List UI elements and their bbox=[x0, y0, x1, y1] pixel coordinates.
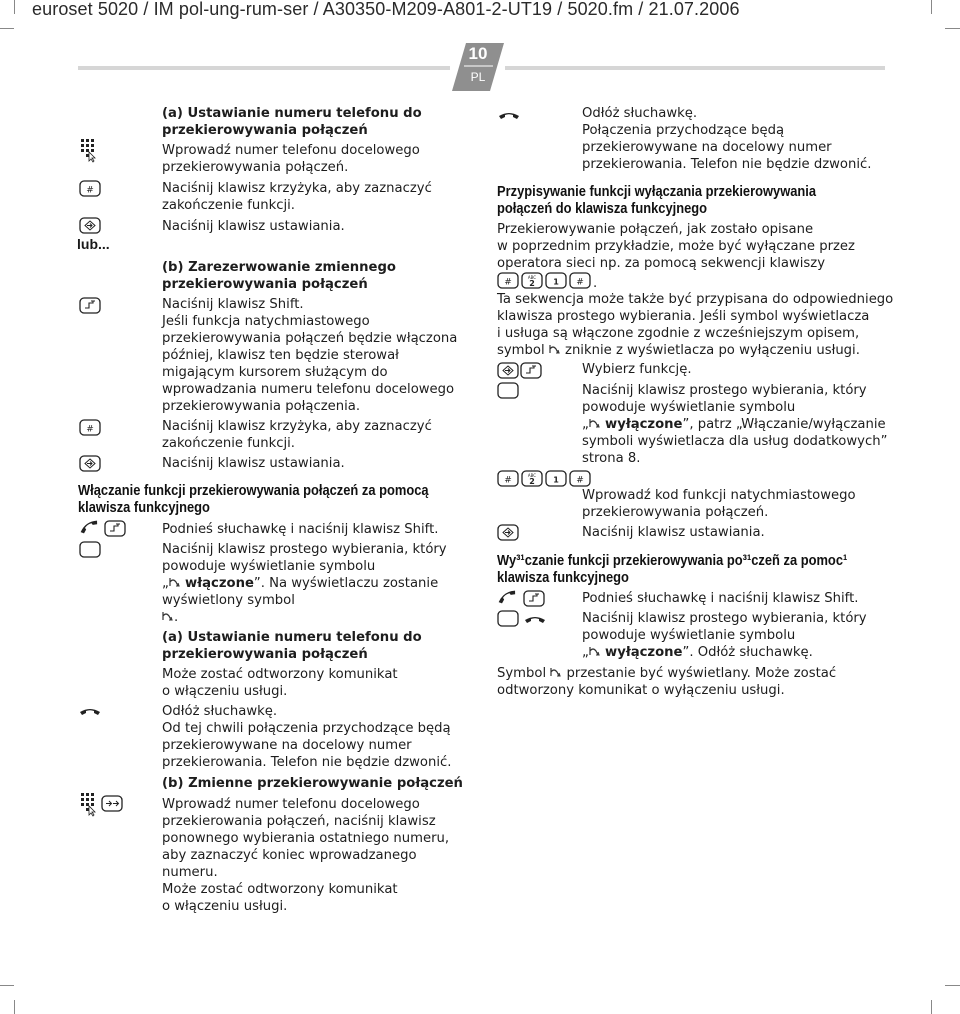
direct-dial-key-icon bbox=[79, 541, 101, 559]
step-a-heading: przekierowywania połączeń bbox=[162, 647, 368, 662]
status-off: wyłączone bbox=[605, 417, 683, 432]
svg-text:#: # bbox=[576, 277, 584, 288]
crop-mark bbox=[945, 28, 960, 29]
text: wyświetlony symbol bbox=[162, 593, 295, 608]
shift-key-icon bbox=[104, 520, 126, 538]
section-heading: klawisza funkcyjnego bbox=[78, 499, 210, 516]
text: Symbol bbox=[497, 666, 547, 681]
settings-key-icon bbox=[498, 363, 518, 378]
page-language: PL bbox=[470, 70, 486, 84]
settings-key-icon bbox=[79, 455, 101, 473]
text: Przekierowywanie połączeń, jak zostało opisane bbox=[497, 222, 814, 237]
step-b-heading: (b) Zmienne przekierowywanie połączeń bbox=[162, 776, 463, 791]
crop-mark bbox=[14, 0, 15, 14]
divert-symbol-icon bbox=[589, 418, 601, 429]
text: symboli wyświetlacza dla usług dodatkowych” bbox=[582, 434, 888, 449]
text: o włączeniu usługi. bbox=[162, 899, 288, 914]
text: Naciśnij klawisz ustawiania. bbox=[162, 456, 345, 471]
shift-key-icon bbox=[79, 297, 101, 315]
direct-dial-key-icon bbox=[497, 382, 521, 400]
key-sequence bbox=[497, 272, 597, 292]
text bbox=[162, 609, 178, 626]
text: i usługa są włączone zgodnie z wcześniejszym opisem, bbox=[497, 326, 860, 341]
section-heading: klawisza funkcyjnego bbox=[497, 569, 629, 586]
text: Odłóż słuchawkę. bbox=[582, 106, 698, 121]
key-2-icon bbox=[522, 471, 542, 486]
page-number: 10 bbox=[468, 44, 488, 63]
text: ”. Na wyświetlaczu zostanie bbox=[253, 576, 439, 591]
shift-key-icon bbox=[523, 590, 545, 608]
keypad-icon bbox=[78, 139, 100, 163]
text: Ta sekwencja może także być przypisana do odpowiedniego bbox=[497, 292, 894, 307]
svg-text:ABC: ABC bbox=[527, 473, 537, 478]
svg-text:#: # bbox=[576, 475, 584, 486]
crop-mark bbox=[931, 1000, 932, 1014]
text: przestanie być wyświetlany. Może zostać bbox=[566, 666, 837, 681]
status-off: wyłączone bbox=[605, 645, 683, 660]
settings-shift-keys-icon bbox=[497, 362, 545, 380]
step-b-heading: przekierowywania połączeń bbox=[162, 277, 368, 292]
crop-mark bbox=[945, 985, 960, 986]
text bbox=[497, 665, 836, 682]
key-sequence-icons bbox=[497, 470, 593, 488]
text: ponownego wybierania ostatniego numeru, bbox=[162, 831, 450, 846]
quote-open: „ bbox=[582, 645, 589, 660]
divert-symbol-icon bbox=[162, 611, 174, 622]
text: powoduje wyświetlanie symbolu bbox=[582, 400, 796, 415]
crop-mark bbox=[0, 985, 14, 986]
text: Naciśnij klawisz ustawiania. bbox=[162, 219, 345, 234]
divert-symbol-icon bbox=[589, 646, 601, 657]
divert-symbol-icon bbox=[169, 577, 181, 588]
text: wprowadzania numeru telefonu docelowego bbox=[162, 382, 455, 397]
text: zakończenie funkcji. bbox=[162, 198, 295, 213]
text: Może zostać odtworzony komunikat bbox=[162, 667, 398, 682]
svg-text:1: 1 bbox=[553, 475, 559, 485]
text: ”. Odłóż słuchawkę. bbox=[682, 645, 813, 660]
step-a-heading: przekierowywania połączeń bbox=[162, 123, 368, 138]
shift-key-icon bbox=[521, 363, 541, 378]
text: Naciśnij klawisz ustawiania. bbox=[582, 525, 765, 540]
text bbox=[582, 644, 813, 661]
direct-dial-key-icon bbox=[497, 610, 521, 628]
text bbox=[162, 575, 438, 592]
crop-mark bbox=[14, 1000, 15, 1014]
text: zakończenie funkcji. bbox=[162, 436, 295, 451]
text: przekierowywania połączeń będzie włączona bbox=[162, 331, 458, 346]
text: Wybierz funkcję. bbox=[582, 362, 692, 377]
period: . bbox=[593, 276, 598, 291]
crop-mark bbox=[931, 0, 932, 14]
key-1-icon bbox=[546, 273, 566, 288]
key-1-icon bbox=[546, 471, 566, 486]
hash-key-icon bbox=[79, 180, 101, 198]
text bbox=[582, 416, 886, 433]
text: przekierowywane na docelowy numer bbox=[162, 738, 412, 753]
status-on: włączone bbox=[185, 576, 254, 591]
or-label: lub... bbox=[77, 236, 110, 252]
settings-key-icon bbox=[497, 524, 521, 542]
text bbox=[497, 342, 860, 359]
text: później, klawisz ten będzie sterował bbox=[162, 348, 399, 363]
text: Wprowadź kod funkcji natychmiastowego bbox=[582, 488, 856, 503]
handset-lift-icon bbox=[497, 590, 521, 606]
text: Naciśnij klawisz prostego wybierania, który bbox=[582, 611, 867, 626]
svg-text:1: 1 bbox=[553, 277, 559, 287]
text: przekierowania. Telefon nie będzie dzwonić. bbox=[582, 157, 872, 172]
redial-key-icon bbox=[101, 795, 123, 813]
text: Jeśli funkcja natychmiastowego bbox=[162, 314, 370, 329]
svg-text:2: 2 bbox=[529, 477, 535, 486]
handset-hangup-icon bbox=[498, 110, 522, 122]
text: przekierowywania połączeń. bbox=[162, 160, 349, 175]
handset-hangup-icon bbox=[524, 614, 548, 626]
svg-text:ABC: ABC bbox=[527, 275, 537, 280]
hash-key-icon bbox=[570, 273, 590, 288]
section-heading: Przypisywanie funkcji wyłączania przekierowywania bbox=[497, 183, 817, 200]
step-a-heading: (a) Ustawianie numeru telefonu do bbox=[162, 106, 422, 121]
keypad-icon bbox=[78, 793, 100, 817]
svg-text:#: # bbox=[86, 424, 94, 435]
text: przekierowywania połączenia. bbox=[162, 399, 361, 414]
settings-key-icon bbox=[79, 217, 101, 235]
text: migającym kursorem służącym do bbox=[162, 365, 388, 380]
text: powoduje wyświetlanie symbolu bbox=[582, 628, 796, 643]
text: operatora sieci np. za pomocą sekwencji klawiszy bbox=[497, 256, 826, 271]
text: Naciśnij klawisz prostego wybierania, który bbox=[162, 542, 447, 557]
text: Połączenia przychodzące będą bbox=[582, 123, 785, 138]
text: Odłóż słuchawkę. bbox=[162, 704, 278, 719]
text: odtworzony komunikat o wyłączeniu usługi. bbox=[497, 683, 785, 698]
step-b-heading: (b) Zarezerwowanie zmiennego bbox=[162, 260, 396, 275]
text: klawisza prostego wybierania. Jeśli symbol wyświetlacza bbox=[497, 309, 870, 324]
text: powoduje wyświetlanie symbolu bbox=[162, 559, 376, 574]
hash-key-icon bbox=[570, 471, 590, 486]
divert-symbol-icon bbox=[550, 667, 562, 678]
svg-text:#: # bbox=[504, 277, 512, 288]
text: symbol bbox=[497, 343, 545, 358]
text: Wprowadź numer telefonu docelowego bbox=[162, 797, 420, 812]
text: ”, patrz „Włączanie/wyłączanie bbox=[682, 417, 886, 432]
text: przekierowania. Telefon nie będzie dzwonić. bbox=[162, 755, 452, 770]
text: Wprowadź numer telefonu docelowego bbox=[162, 143, 420, 158]
text: aby zaznaczyć koniec wprowadzanego bbox=[162, 848, 417, 863]
page-badge bbox=[452, 43, 504, 91]
handset-lift-icon bbox=[79, 520, 103, 536]
text: przekierowania połączeń, naciśnij klawisz bbox=[162, 814, 436, 829]
text: o włączeniu usługi. bbox=[162, 684, 288, 699]
svg-text:#: # bbox=[504, 475, 512, 486]
section-heading: Wy³¹czanie funkcji przekierowywania po³¹czeñ za pomoc¹ bbox=[497, 552, 848, 569]
key-2-icon bbox=[522, 273, 542, 288]
step-a-heading: (a) Ustawianie numeru telefonu do bbox=[162, 630, 422, 645]
handset-hangup-icon bbox=[79, 706, 103, 718]
header-rule-right bbox=[505, 66, 885, 70]
crop-mark bbox=[0, 28, 14, 29]
text: Od tej chwili połączenia przychodzące będą bbox=[162, 721, 451, 736]
section-heading: połączeń do klawisza funkcyjnego bbox=[497, 200, 708, 217]
quote-open: „ bbox=[582, 417, 589, 432]
text: Podnieś słuchawkę i naciśnij klawisz Shift. bbox=[162, 522, 439, 537]
hash-key-icon bbox=[498, 273, 518, 288]
divert-symbol-icon bbox=[549, 344, 561, 355]
text: Podnieś słuchawkę i naciśnij klawisz Shift. bbox=[582, 591, 859, 606]
hash-key-icon bbox=[79, 419, 101, 437]
text: Naciśnij klawisz krzyżyka, aby zaznaczyć bbox=[162, 419, 432, 434]
text: Naciśnij klawisz Shift. bbox=[162, 297, 304, 312]
text: w poprzednim przykładzie, może być wyłączane przez bbox=[497, 239, 855, 254]
document-header: euroset 5020 / IM pol-ung-rum-ser / A30350-M209-A801-2-UT19 / 5020.fm / 21.07.2006 bbox=[32, 0, 740, 19]
text: Naciśnij klawisz krzyżyka, aby zaznaczyć bbox=[162, 181, 432, 196]
svg-text:#: # bbox=[86, 185, 94, 196]
text: numeru. bbox=[162, 865, 218, 880]
text: Naciśnij klawisz prostego wybierania, który bbox=[582, 383, 867, 398]
text: strona 8. bbox=[582, 451, 641, 466]
text: zniknie z wyświetlacza po wyłączeniu usługi. bbox=[565, 343, 860, 358]
section-heading: Włączanie funkcji przekierowywania połączeń za pomocą bbox=[78, 482, 429, 499]
text: przekierowywane na docelowy numer bbox=[582, 140, 832, 155]
text: Może zostać odtworzony komunikat bbox=[162, 882, 398, 897]
key-sequence-icons bbox=[497, 272, 593, 290]
svg-text:2: 2 bbox=[529, 279, 535, 288]
period: . bbox=[174, 610, 179, 625]
quote-open: „ bbox=[162, 576, 169, 591]
header-rule-left bbox=[78, 66, 450, 70]
text: przekierowywania połączeń. bbox=[582, 505, 769, 520]
hash-key-icon bbox=[498, 471, 518, 486]
